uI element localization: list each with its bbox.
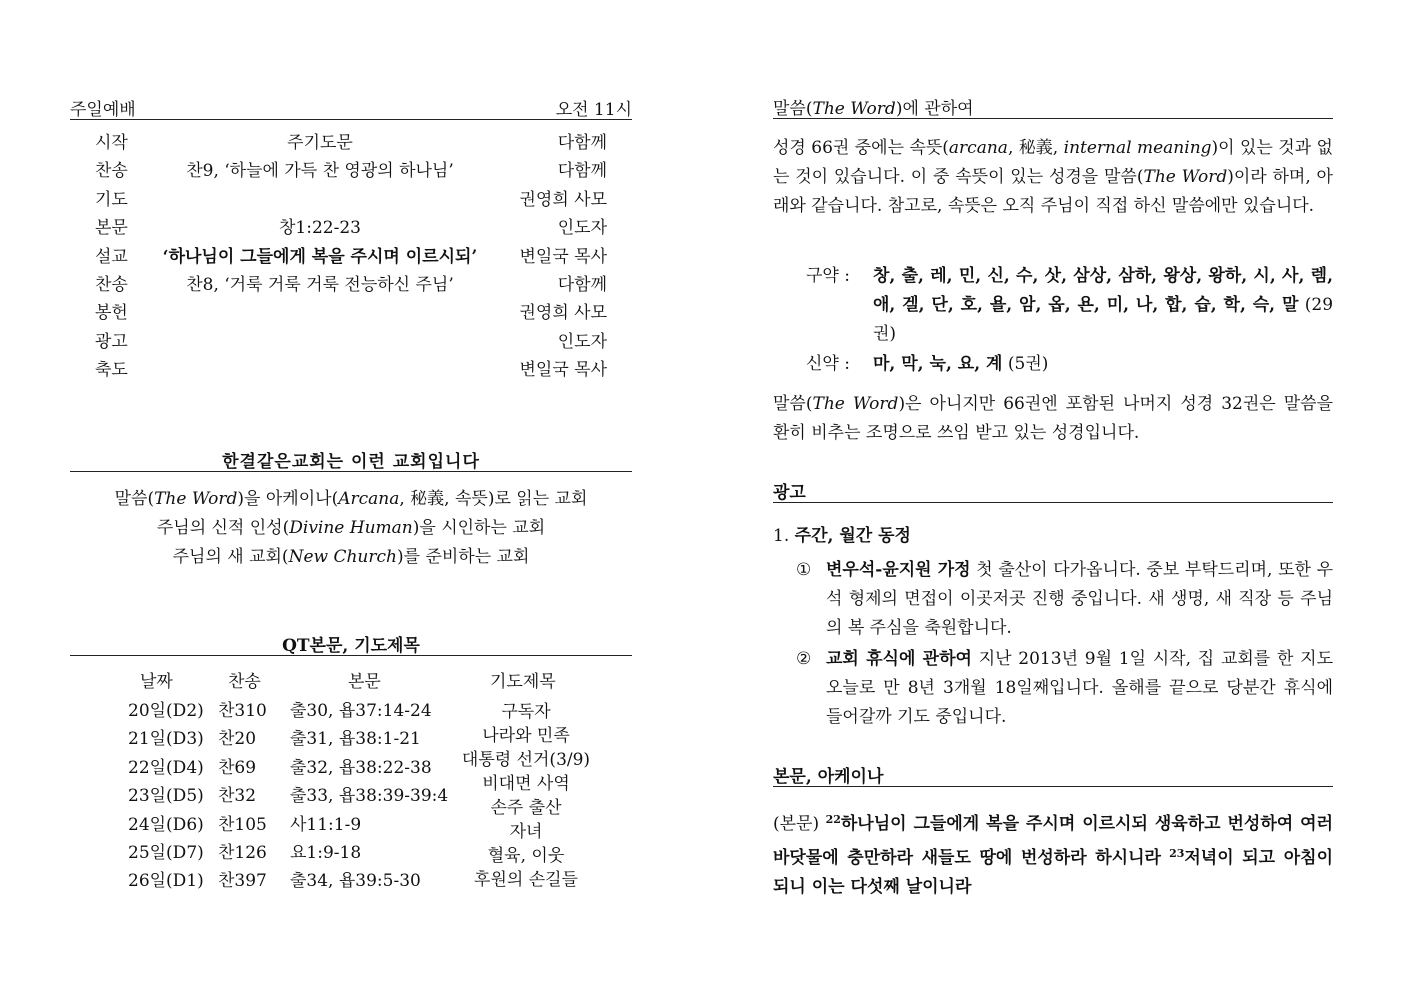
qt-text: 출33, 욥38:39-39:4 <box>290 786 449 807</box>
worship-leader: 인도자 <box>557 331 607 352</box>
qt-date: 20일(D2) <box>128 701 204 721</box>
qt-date: 23일(D5) <box>128 786 204 807</box>
notice-item: ② 교회 휴식에 관하여 지난 2013년 9월 1일 시작, 집 교회를 한 지도 오늘로 만 8년 3개월 18일째입니다. 올해를 끝으로 당분간 휴식에 들어갈까 기도 중입니다. <box>826 645 1333 732</box>
ot-label: 구약 : <box>806 266 850 286</box>
worship-content: 찬9, ‘하늘에 가득 찬 영광의 하나님’ <box>186 161 454 182</box>
qt-text: 출32, 욥38:22-38 <box>290 757 432 778</box>
worship-time: 오전 11시 <box>555 100 632 120</box>
text-header <box>773 762 1333 787</box>
worship-item: 광고 <box>95 331 128 352</box>
qt-date: 21일(D3) <box>128 729 204 750</box>
worship-leader: 변일국 목사 <box>519 360 607 381</box>
worship-item: 본문 <box>95 218 128 239</box>
ot-books <box>873 262 1333 349</box>
qt-date: 25일(D7) <box>128 843 204 863</box>
word-title: 말씀(The Word)에 관하여 <box>773 99 974 119</box>
worship-leader: 변일국 목사 <box>519 246 607 267</box>
worship-content <box>130 356 510 384</box>
notices-subheading: 1. 주간, 월간 동정 <box>773 526 911 546</box>
qt-header <box>70 631 632 656</box>
qt-title: QT본문, 기도제목 <box>282 636 420 656</box>
qt-prayer: 나라와 민족 <box>482 726 570 746</box>
worship-content <box>130 186 510 214</box>
church-line: 말씀(The Word)을 아케이나(Arcana, 秘義, 속뜻)로 읽는 교회 <box>114 489 588 509</box>
qt-col-prayer: 기도제목 <box>490 672 556 692</box>
worship-title: 주일예배 <box>70 100 136 120</box>
church-line: 주님의 신적 인성(Divine Human)을 시인하는 교회 <box>156 518 546 538</box>
worship-content <box>130 328 510 356</box>
worship-content: 창1:22-23 <box>279 218 361 239</box>
text-title: 본문, 아케이나 <box>773 767 884 787</box>
qt-prayer: 손주 출산 <box>490 798 562 818</box>
notice-item: ① 변우석-윤지원 가정 첫 출산이 다가옵니다. 중보 부탁드리며, 또한 우석 형제의 면접이 이곳저곳 진행 중입니다. 새 생명, 새 직장 등 주님의 복 주심을 축원합니다. <box>826 556 1333 643</box>
worship-leader: 다함께 <box>557 133 607 153</box>
word-header <box>773 94 1333 119</box>
qt-prayer: 후원의 손길들 <box>474 870 578 890</box>
qt-prayer: 대통령 선거(3/9) <box>461 750 591 770</box>
ot-book-list: 창, 출, 레, 민, 신, 수, 삿, 삼상, 삼하, 왕상, 왕하, 시, 사, 렘, 애, 겔, 단, 호, 욜, 암, 옵, 욘, 미, 나, 합, 습, 학, 슥, 말 <box>873 266 1333 315</box>
worship-item: 설교 <box>95 246 128 267</box>
scripture-text: (본문) $^{22}$하나님이 그들에게 복을 주시며 이르시되 생육하고 번성하여 여러 바닷물에 충만하라 새들도 땅에 번성하라 하시니라 $^{23}$저녁이 되고 아침이 되니 이는 다섯째 날이니라 <box>773 813 1333 897</box>
qt-col-text: 본문 <box>348 672 381 692</box>
qt-hymn: 찬397 <box>218 871 267 892</box>
church-header <box>70 447 632 472</box>
qt-prayer: 혈육, 이웃 <box>487 846 565 866</box>
qt-date: 24일(D6) <box>128 814 204 835</box>
worship-item: 기도 <box>95 189 128 210</box>
worship-item: 찬송 <box>95 275 128 295</box>
qt-text: 출30, 욥37:14-24 <box>290 701 432 721</box>
qt-hymn: 찬20 <box>218 729 257 750</box>
worship-item: 봉헌 <box>95 303 128 324</box>
notice-mark: ② <box>796 649 812 669</box>
qt-prayer: 자녀 <box>509 822 543 842</box>
qt-hymn: 찬69 <box>218 757 257 778</box>
notices-header <box>773 478 1333 503</box>
qt-text: 출34, 욥39:5-30 <box>290 871 421 892</box>
worship-leader: 다함께 <box>557 275 607 295</box>
church-description <box>70 485 632 572</box>
worship-leader: 인도자 <box>557 218 607 239</box>
qt-text: 사11:1-9 <box>290 814 362 835</box>
worship-leader: 다함께 <box>557 161 607 182</box>
qt-prayer: 구독자 <box>501 702 551 722</box>
qt-hymn: 찬105 <box>218 814 267 835</box>
qt-col-hymn: 찬송 <box>228 672 261 692</box>
nt-book-list: 마, 막, 눅, 요, 계 <box>873 354 1003 374</box>
word-paragraph-1: 성경 66권 중에는 속뜻(arcana, 秘義, internal meaning)이 있는 것과 없는 것이 있습니다. 이 중 속뜻이 있는 성경을 말씀(The Word)이라 하며, 아래와 같습니다. 참고로, 속뜻은 오직 주님이 직접 하신 말씀에만 있습니다. <box>773 138 1333 216</box>
qt-text: 출31, 욥38:1-21 <box>290 729 421 750</box>
worship-content <box>130 299 510 327</box>
qt-date: 22일(D4) <box>128 757 204 778</box>
notice-mark: ① <box>796 560 812 580</box>
word-paragraph-2: 말씀(The Word)은 아니지만 66권엔 포함된 나머지 성경 32권은 말씀을 환히 비추는 조명으로 쓰임 받고 있는 성경입니다. <box>773 394 1333 443</box>
qt-date: 26일(D1) <box>128 871 204 892</box>
worship-leader: 권영희 사모 <box>519 303 607 324</box>
worship-leader: 권영희 사모 <box>519 189 607 210</box>
qt-text: 요1:9-18 <box>290 843 362 863</box>
worship-content: 주기도문 <box>287 133 353 153</box>
notices-title: 광고 <box>773 483 806 503</box>
qt-prayer: 비대면 사역 <box>482 774 570 794</box>
qt-hymn: 찬126 <box>218 843 267 863</box>
worship-item: 시작 <box>95 133 128 153</box>
worship-item: 찬송 <box>95 161 128 182</box>
ot-count: (29권) <box>873 295 1334 344</box>
worship-item: 축도 <box>95 360 128 381</box>
qt-hymn: 찬310 <box>218 701 267 721</box>
nt-count: (5권) <box>1007 354 1049 374</box>
church-line: 주님의 새 교회(New Church)를 준비하는 교회 <box>172 547 530 567</box>
qt-col-date: 날짜 <box>140 672 173 692</box>
worship-content: ‘하나님이 그들에게 복을 주시며 이르시되’ <box>162 246 478 267</box>
nt-books <box>873 350 1048 379</box>
worship-header <box>70 95 632 120</box>
qt-hymn: 찬32 <box>218 786 257 807</box>
worship-content: 찬8, ‘거룩 거룩 거룩 전능하신 주님’ <box>186 275 454 295</box>
church-title: 한결같은교회는 이런 교회입니다 <box>222 452 480 472</box>
nt-label: 신약 : <box>806 354 850 374</box>
